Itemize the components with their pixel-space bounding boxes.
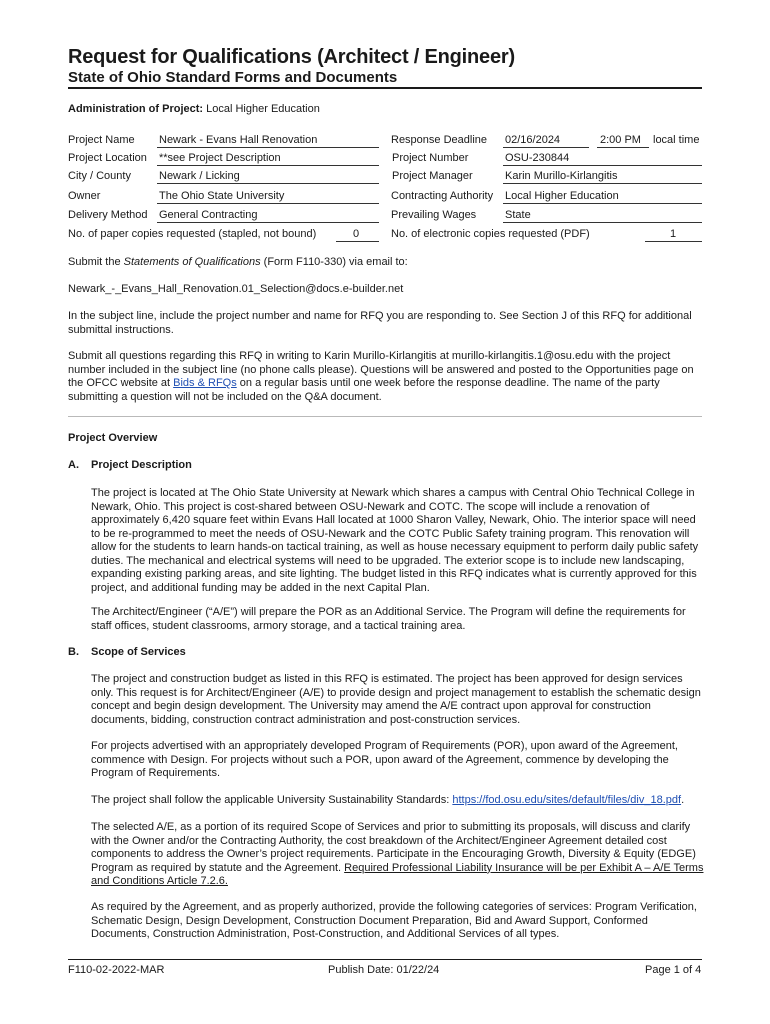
project-number-label: Project Number <box>392 152 469 164</box>
administration-value: Local Higher Education <box>206 103 320 115</box>
questions-paragraph <box>68 350 704 404</box>
paper-copies-label: No. of paper copies requested (stapled, not bound) <box>68 228 317 240</box>
submit-form-name: Statements of Qualifications <box>123 256 261 268</box>
cost-breakdown-paragraph <box>91 821 704 889</box>
prevailing-wages-value: State <box>505 209 531 221</box>
por-paragraph: For projects advertised with an appropriately developed Program of Requirements (POR), upon award of the Agreement, commence with Design. For projects without such a POR, upon award of the Agreement, commence by developing the Program of Requirements. <box>91 740 678 779</box>
contracting-authority-label: Contracting Authority <box>391 190 494 202</box>
project-number-underline <box>503 165 702 166</box>
city-county-label: City / County <box>68 170 131 182</box>
section-a-title: Project Description <box>91 459 192 471</box>
owner-value: The Ohio State University <box>159 190 285 202</box>
city-county-underline <box>157 183 379 184</box>
response-deadline-label: Response Deadline <box>391 134 488 146</box>
project-name-label: Project Name <box>68 134 135 146</box>
submit-instructions <box>68 256 704 270</box>
delivery-method-label: Delivery Method <box>68 209 148 221</box>
project-manager-label: Project Manager <box>392 170 473 182</box>
prevailing-wages-underline <box>503 222 702 223</box>
electronic-copies-underline <box>645 241 702 242</box>
ae-por-paragraph: The Architect/Engineer (“A/E”) will prepare the POR as an Additional Service. The Program will define the requirements for staff offices, student classrooms, armory storage, and a tactical training area. <box>91 606 686 632</box>
submit-suffix: (Form F110-330) via email to: <box>260 256 408 268</box>
sustainability-text: The project shall follow the applicable University Sustainability Standards: <box>91 794 453 806</box>
city-county-value: Newark / Licking <box>159 170 240 182</box>
section-divider <box>68 416 702 417</box>
sustainability-paragraph <box>91 794 704 808</box>
section-a-letter: A. <box>68 459 79 471</box>
project-location-label: Project Location <box>68 152 147 164</box>
administration-label: Administration of Project: <box>68 103 204 115</box>
project-name-value: Newark - Evans Hall Renovation <box>159 134 318 146</box>
cost-breakdown-text: The selected A/E, as a portion of its required Scope of Services and prior to submitting its proposals, will discuss and clarify with the Owner and/or the Contracting Authority, the cost breakdown of the Architect/Engineer Agreement detailed cost components to address the Owner’s project requirements. Participate in the Encouraging Growth, Diversity & Equity (EDGE) Program as required by statute and the Agreement. <box>91 821 696 874</box>
project-location-underline <box>157 165 379 166</box>
budget-paragraph: The project and construction budget as listed in this RFQ is estimated. The project has been approved for design services only. This request is for Architect/Engineer (A/E) to provide design and project management to establish the schematic design concept and begin design development. The University may amend the A/E contract upon approval for construction documents, bidding, construction contract administration and post-construction services. <box>91 673 701 726</box>
response-deadline-suffix: local time <box>653 134 700 146</box>
project-manager-underline <box>503 183 702 184</box>
section-b-title: Scope of Services <box>91 646 186 658</box>
project-location-value: **see Project Description <box>159 152 281 164</box>
project-overview-heading: Project Overview <box>68 432 158 444</box>
page-number: Page 1 of 4 <box>645 964 702 976</box>
publish-date: Publish Date: 01/22/24 <box>328 964 440 976</box>
paper-copies-underline <box>336 241 379 242</box>
response-deadline-time-underline <box>597 147 649 148</box>
response-deadline-date: 02/16/2024 <box>505 134 561 146</box>
submission-email: Newark_-_Evans_Hall_Renovation.01_Selection@docs.e-builder.net <box>68 283 404 295</box>
response-deadline-date-underline <box>503 147 589 148</box>
owner-label: Owner <box>68 190 101 202</box>
footer-rule <box>68 959 702 960</box>
questions-text-after: on a regular basis until one week before the response deadline. The name of the party submitting a question will not be included on the Q&A document. <box>68 377 660 403</box>
project-name-underline <box>157 147 379 148</box>
document-subtitle: State of Ohio Standard Forms and Documents <box>68 69 398 86</box>
project-number-value: OSU-230844 <box>505 152 570 164</box>
project-description-paragraph: The project is located at The Ohio State University at Newark which shares a campus with Central Ohio Technical College in Newark, Ohio. This project is cost-shared between OSU-Newark and COTC. The scope will include a renovation of approximately 6,420 square feet within Evans Hall located at 1000 Sharon Valley, Newark, Ohio. The interior space will need to be re-programmed to meet the needs of OSU-Newark and the COTC Public Safety training program. This renovation will allow for the students to learn hands-on tactical training, as well as house necessary equipment to perform daily public safety duties. The mechanical and electrical systems will need to be upgraded. The exterior scope is to include new landscaping, expanding existing parking areas, and site lighting. The budget listed in this RFQ indicates what is currently approved for this project, and additional funding may be added in the next Capital Plan. <box>91 487 699 594</box>
subject-line-instructions: In the subject line, include the project number and name for RFQ you are responding to. See Section J of this RFQ for additional submittal instructions. <box>68 310 692 336</box>
response-deadline-time: 2:00 PM <box>600 134 641 146</box>
document-title: Request for Qualifications (Architect / Engineer) <box>68 46 515 68</box>
electronic-copies-value: 1 <box>670 228 677 240</box>
electronic-copies-label: No. of electronic copies requested (PDF) <box>391 228 590 240</box>
delivery-method-value: General Contracting <box>159 209 258 221</box>
liability-insurance-text: Required Professional Liability Insurance will be per Exhibit A – A/E Terms and Conditions Article 7.2.6. <box>91 861 704 887</box>
sustainability-standards-link[interactable]: https://fod.osu.edu/sites/default/files/div_18.pdf <box>452 794 682 806</box>
owner-underline <box>157 203 379 204</box>
submit-prefix: Submit the <box>68 256 124 268</box>
bids-rfqs-link[interactable]: Bids & RFQs <box>173 377 237 389</box>
form-id: F110-02-2022-MAR <box>68 964 165 976</box>
sustainability-period: . <box>681 794 685 806</box>
title-rule <box>68 87 702 89</box>
contracting-authority-value: Local Higher Education <box>505 190 619 202</box>
section-b-letter: B. <box>68 646 79 658</box>
service-categories-paragraph: As required by the Agreement, and as properly authorized, provide the following categories of services: Program Verification, Schematic Design, Design Development, Construction Document Preparation, Bid and Award Support, Conformed Documents, Construction Administration, Post-Construction, and Additional Services of all types. <box>91 901 697 940</box>
administration-line <box>68 103 320 115</box>
prevailing-wages-label: Prevailing Wages <box>391 209 477 221</box>
questions-text-before: Submit all questions regarding this RFQ in writing to Karin Murillo-Kirlangitis at murillo-kirlangitis.1@osu.edu with the project number included in the subject line (no phone calls please). Questions will be answered and posted to the Opportunities page on the OFCC website at <box>68 350 694 389</box>
contracting-authority-underline <box>503 203 702 204</box>
delivery-method-underline <box>157 222 379 223</box>
project-manager-value: Karin Murillo-Kirlangitis <box>505 170 618 182</box>
paper-copies-value: 0 <box>353 228 360 240</box>
